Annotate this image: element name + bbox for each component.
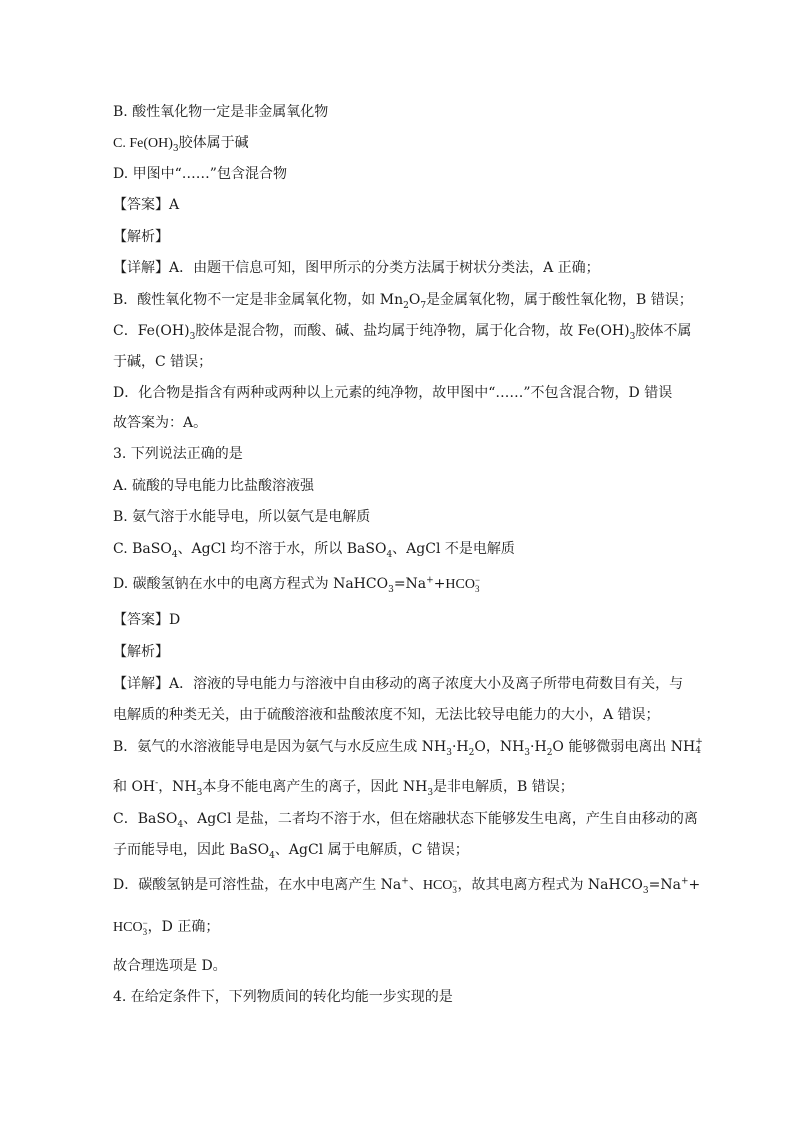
q3-answer: 【答案】D [113,612,181,628]
q3-detail-c-line2: 子而能导电，因此 BaSO$_4$、AgCl 属于电解质，C 错误； [113,842,469,861]
q2-answer: 【答案】A [113,197,180,213]
q2-conclusion: 故答案为：A。 [113,415,208,431]
q3-analysis-heading: 【解析】 [113,644,169,660]
q3-stem: 3. 下列说法正确的是 [113,446,243,462]
q3-detail-d-line2: HCO − 3 ，D 正确； [113,917,220,937]
q3-detail-d-line1: D．碳酸氢钠是可溶性盐，在水中电离产生 Na+、HCO − 3 ，故其电离方程式为 NaHCO$_3$=Na++ [113,875,701,896]
q3-detail-c-line1: C．BaSO$_4$、AgCl 是盐，二者均不溶于水，但在熔融状态下能够发生电离，产生自由移动的离 [113,811,698,830]
ammonium-charge: + 4 [695,737,703,756]
bicarbonate-ion: HCO − 3 [445,574,481,594]
q3-detail-b-line1: B．氨气的水溶液能导电是因为氨气与水反应生成 $NH_3\cdot H_2O$，$NH_3\cdot H_2O$ 能够微弱电离出 NH + 4 [113,737,703,758]
q2-detail-d: D．化合物是指含有两种或两种以上元素的纯净物，故甲图中“……”不包含混合物，D 错误 [113,385,673,401]
bicarbonate-ion: HCO − 3 [422,875,458,895]
q4-stem: 4. 在给定条件下，下列物质间的转化均能一步实现的是 [113,989,453,1005]
q3-option-a: A. 硫酸的导电能力比盐酸溶液强 [113,478,315,494]
q3-detail-b-line2: 和 OH-，$NH_3$本身不能电离产生的离子，因此 $NH_3$是非电解质，B 错误； [113,778,574,798]
q3-option-b: B. 氨气溶于水能导电，所以氨气是电解质 [113,509,371,525]
bicarbonate-ion: HCO − 3 [113,917,148,937]
q2-option-b: B. 酸性氧化物一定是非金属氧化物 [113,104,329,120]
q3-option-d: D. 碳酸氢钠在水中的电离方程式为 NaHCO$_3$=Na++HCO − 3 [113,574,481,595]
q2-analysis-heading: 【解析】 [113,229,169,245]
q2-detail-b: B．酸性氧化物不一定是非金属氧化物，如 $Mn_2O_7$是金属氧化物，属于酸性氧化物，B 错误； [113,292,693,311]
q2-option-c: C. $Fe(OH)_3$胶体属于碱 [113,135,249,154]
q3-detail-a-line2: 电解质的种类无关，由于硫酸溶液和盐酸浓度不知，无法比较导电能力的大小，A 错误； [113,707,660,723]
q3-conclusion: 故合理选项是 D。 [113,958,227,974]
q2-option-d: D. 甲图中“……”包含混合物 [113,166,287,182]
q2-detail-c-line2: 于碱，C 错误； [113,354,213,370]
q3-option-c: C. BaSO$_4$、AgCl 均不溶于水，所以 BaSO$_4$、AgCl 不是电解质 [113,541,515,560]
q3-detail-a-line1: 【详解】A．溶液的导电能力与溶液中自由移动的离子浓度大小及离子所带电荷数目有关，与 [113,676,684,692]
q2-detail-a: 【详解】A．由题干信息可知，图甲所示的分类方法属于树状分类法，A 正确； [113,260,600,276]
q2-detail-c-line1: C．$Fe(OH)_3$胶体是混合物，而酸、碱、盐均属于纯净物，属于化合物，故 $Fe(OH)_3$胶体不属 [113,323,692,342]
